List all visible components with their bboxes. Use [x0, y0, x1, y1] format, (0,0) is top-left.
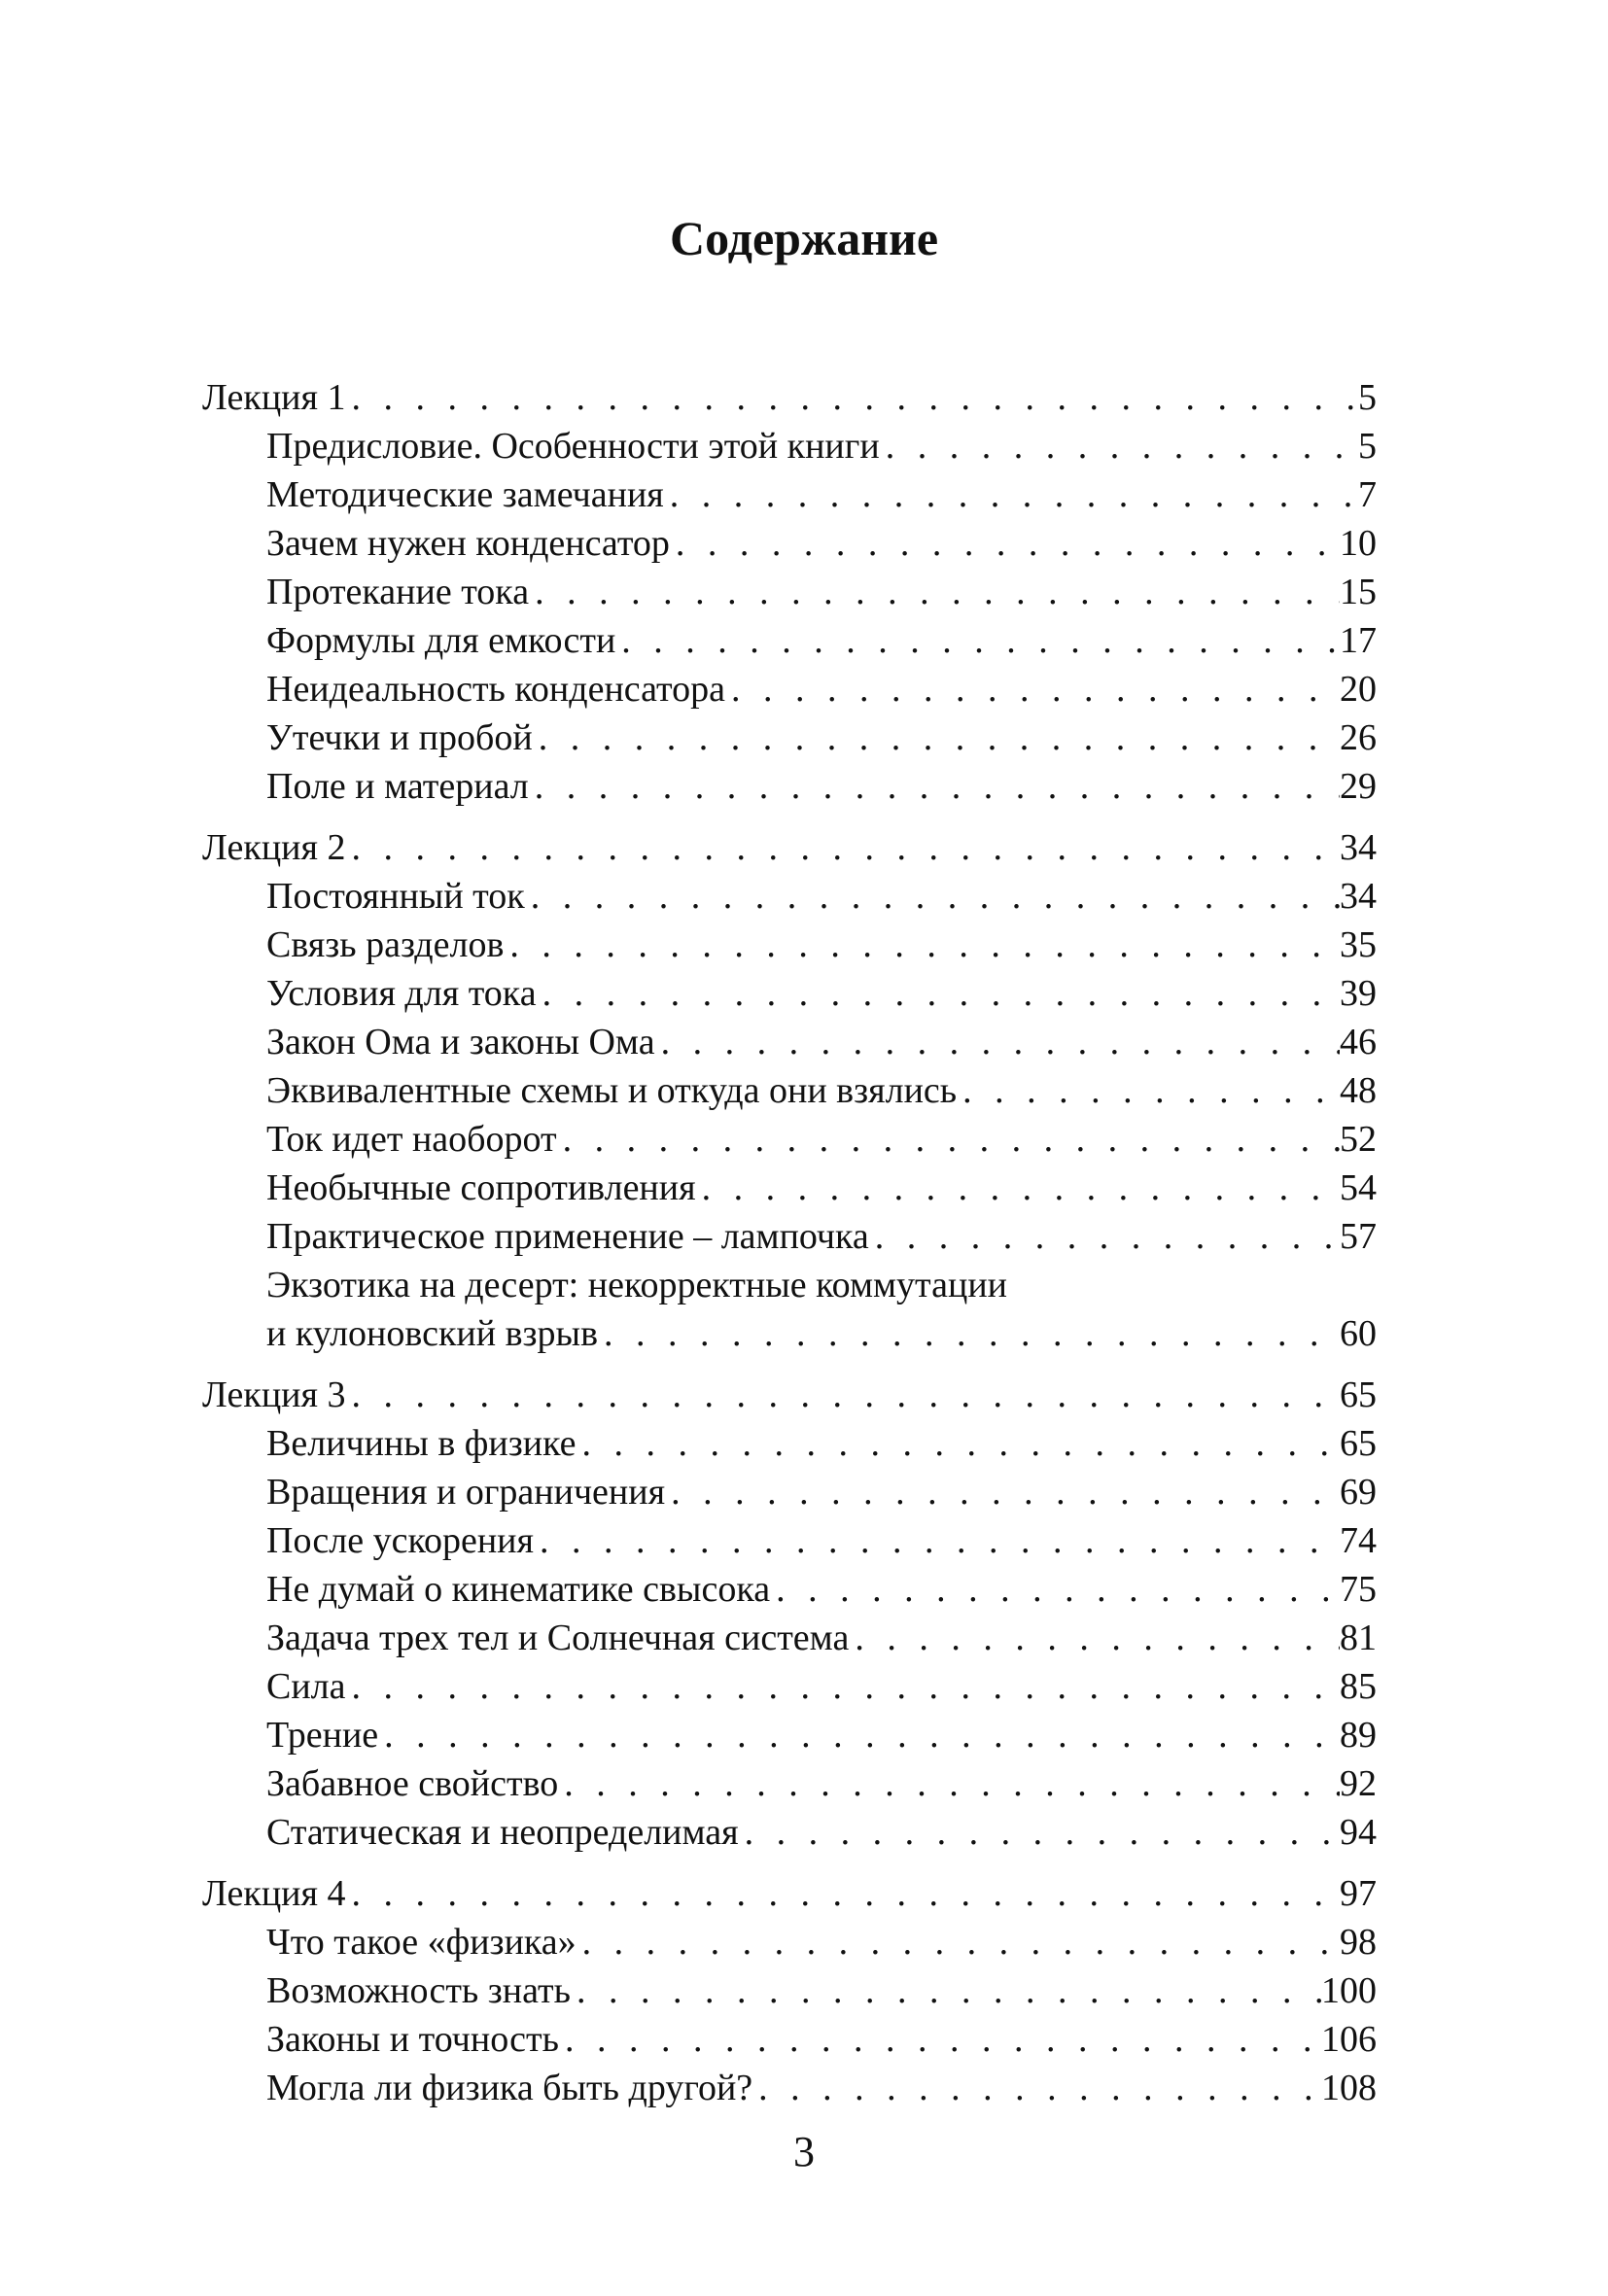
- toc-entry-page: 17: [1340, 620, 1377, 661]
- page-number: 3: [793, 2128, 815, 2175]
- toc-entry-page: 108: [1321, 2068, 1377, 2108]
- toc-entry-label: Сила: [266, 1666, 346, 1707]
- toc-section-entry: [266, 1072, 1377, 1109]
- toc-entry-page: 100: [1321, 1970, 1377, 2011]
- dot-leader: [571, 1972, 1321, 2009]
- toc-entry-page: 20: [1340, 669, 1377, 710]
- toc-entry-label: Могла ли физика быть другой?: [266, 2068, 753, 2108]
- toc-entry-label: Лекция 3: [202, 1374, 346, 1415]
- toc-entry-label: Величины в физике: [266, 1423, 577, 1464]
- toc-section-entry: [266, 1668, 1377, 1705]
- toc-section-entry: [266, 574, 1377, 610]
- toc-section-entry: [266, 476, 1377, 513]
- dot-leader: [770, 1571, 1340, 1608]
- toc-entry-page: 34: [1340, 876, 1377, 917]
- dot-leader: [615, 622, 1340, 659]
- toc-entry-page: 34: [1340, 827, 1377, 868]
- dot-leader: [725, 671, 1340, 708]
- toc-entry-page: 94: [1340, 1812, 1377, 1853]
- dot-leader: [869, 1218, 1340, 1255]
- toc-entry-label: Предисловие. Особенности этой книги: [266, 426, 880, 467]
- toc-entry-label: Задача трех тел и Солнечная система: [266, 1618, 850, 1658]
- toc-entry-page: 5: [1358, 377, 1377, 418]
- dot-leader: [504, 926, 1340, 963]
- toc-section-entry: [266, 1425, 1377, 1462]
- toc-entry-page: 39: [1340, 973, 1377, 1014]
- dot-leader: [378, 1717, 1340, 1754]
- toc-entry-label: Лекция 1: [202, 377, 346, 418]
- toc-section-entry: [266, 1522, 1377, 1559]
- toc-entry-page: 74: [1340, 1520, 1377, 1561]
- toc-entry-label: Законы и точность: [266, 2019, 559, 2060]
- toc-entry-page: 54: [1340, 1167, 1377, 1208]
- dot-leader: [346, 1376, 1341, 1413]
- toc-entry-label: Трение: [266, 1715, 379, 1756]
- toc-entry-page: 75: [1340, 1569, 1377, 1610]
- toc-entry-label: Эквивалентные схемы и откуда они взялись: [266, 1070, 958, 1111]
- toc-section-entry: [266, 1717, 1377, 1754]
- toc-entry-page: 106: [1321, 2019, 1377, 2060]
- toc-section-entry: [266, 622, 1377, 659]
- dot-leader: [598, 1315, 1340, 1352]
- toc-section-entry: [266, 2021, 1377, 2058]
- dot-leader: [346, 829, 1341, 866]
- toc-section-entry: [266, 1315, 1377, 1352]
- toc-section-entry: [266, 768, 1377, 805]
- dot-leader: [537, 975, 1340, 1012]
- toc-entry-label: Статическая и неопределимая: [266, 1812, 739, 1853]
- dot-leader: [739, 1814, 1340, 1851]
- toc-section-entry: [266, 1765, 1377, 1802]
- toc-section-entry: [266, 1972, 1377, 2009]
- toc-entry-page: 65: [1340, 1374, 1377, 1415]
- dot-leader: [558, 1765, 1340, 1802]
- toc-entry-page: 46: [1340, 1022, 1377, 1062]
- toc-entry-label: Практическое применение – лампочка: [266, 1216, 869, 1257]
- dot-leader: [525, 878, 1340, 915]
- toc-entry-label: Условия для тока: [266, 973, 537, 1014]
- toc-entry-page: 65: [1340, 1423, 1377, 1464]
- toc-section-entry: [266, 926, 1377, 963]
- toc-entry-label: Поле и материал: [266, 766, 529, 807]
- toc-entry-page: 48: [1340, 1070, 1377, 1111]
- dot-leader: [346, 379, 1359, 416]
- toc-section-entry: [266, 719, 1377, 756]
- dot-leader: [534, 1522, 1340, 1559]
- toc-entry-page: 10: [1340, 523, 1377, 564]
- dot-leader: [664, 476, 1358, 513]
- toc-entry-page: 92: [1340, 1763, 1377, 1804]
- toc-entry-page: 89: [1340, 1715, 1377, 1756]
- toc-lecture-entry: [202, 1875, 1377, 1912]
- dot-leader: [849, 1619, 1340, 1656]
- toc-section-entry: [266, 975, 1377, 1012]
- toc-entry-page: 85: [1340, 1666, 1377, 1707]
- toc-entry-page: 5: [1358, 426, 1377, 467]
- dot-leader: [346, 1875, 1341, 1912]
- dot-leader: [576, 1425, 1340, 1462]
- toc-entry-label: Возможность знать: [266, 1970, 571, 2011]
- toc-entry-label: Утечки и пробой: [266, 717, 533, 758]
- toc-section-entry: [266, 1814, 1377, 1851]
- toc-section-entry: [266, 1121, 1377, 1158]
- toc-entry-label: После ускорения: [266, 1520, 534, 1561]
- toc-entry-label: Протекание тока: [266, 572, 530, 612]
- toc-section-entry: [266, 428, 1377, 465]
- toc-entry-page: 97: [1340, 1873, 1377, 1914]
- toc-section-entry: [266, 525, 1377, 562]
- toc-entry-page: 15: [1340, 572, 1377, 612]
- toc-entry-label: Что такое «физика»: [266, 1922, 577, 1963]
- dot-leader: [559, 2021, 1321, 2058]
- toc-entry-page: 69: [1340, 1472, 1377, 1513]
- dot-leader: [655, 1024, 1340, 1061]
- toc-entry-page: 35: [1340, 924, 1377, 965]
- toc-section-entry: [266, 671, 1377, 708]
- toc-section-entry: [266, 1169, 1377, 1206]
- toc-entry-label: Связь разделов: [266, 924, 505, 965]
- toc-lecture-entry: [202, 379, 1377, 416]
- toc-entry-page: 57: [1340, 1216, 1377, 1257]
- toc-entry-page: 52: [1340, 1119, 1377, 1160]
- dot-leader: [880, 428, 1358, 465]
- dot-leader: [533, 719, 1340, 756]
- dot-leader: [529, 574, 1340, 610]
- toc-entry-page: 26: [1340, 717, 1377, 758]
- toc-section-entry: [266, 1474, 1377, 1511]
- dot-leader: [665, 1474, 1340, 1511]
- toc-entry-label: Забавное свойство: [266, 1763, 559, 1804]
- toc-entry-label: Ток идет наоборот: [266, 1119, 557, 1160]
- dot-leader: [346, 1668, 1340, 1705]
- toc-entry-label: Необычные сопротивления: [266, 1167, 696, 1208]
- toc-entry-label: Неидеальность конденсатора: [266, 669, 725, 710]
- toc-section-entry: [266, 1619, 1377, 1656]
- toc-entry-label: Лекция 4: [202, 1873, 346, 1914]
- toc-entry-label: и кулоновский взрыв: [266, 1313, 599, 1354]
- toc-entry-label: Не думай о кинематике свысока: [266, 1569, 771, 1610]
- toc-lecture-entry: [202, 1376, 1377, 1413]
- toc-lecture-entry: [202, 829, 1377, 866]
- toc-section-entry: [266, 1024, 1377, 1061]
- toc-section-entry: [266, 1571, 1377, 1608]
- dot-leader: [957, 1072, 1340, 1109]
- toc-entry-label: Зачем нужен конденсатор: [266, 523, 670, 564]
- toc-entry-first-line: Экзотика на десерт: некорректные коммутации: [266, 1265, 1007, 1305]
- dot-leader: [670, 525, 1340, 562]
- toc-entry-page: 7: [1358, 474, 1377, 515]
- toc-entry-page: 81: [1340, 1618, 1377, 1658]
- toc-section-entry: [266, 1924, 1377, 1961]
- toc-entry-page: 98: [1340, 1922, 1377, 1963]
- toc-entry-page: 29: [1340, 766, 1377, 807]
- toc-entry-label: Постоянный ток: [266, 876, 525, 917]
- toc-entry-page: 60: [1340, 1313, 1377, 1354]
- toc-entry-label: Методические замечания: [266, 474, 664, 515]
- page-title: Содержание: [669, 211, 939, 265]
- dot-leader: [696, 1169, 1340, 1206]
- toc-section-entry: [266, 1218, 1377, 1255]
- dot-leader: [752, 2070, 1321, 2106]
- dot-leader: [529, 768, 1340, 805]
- dot-leader: [557, 1121, 1340, 1158]
- toc-section-entry: [266, 878, 1377, 915]
- toc-entry-label: Вращения и ограничения: [266, 1472, 666, 1513]
- dot-leader: [577, 1924, 1340, 1961]
- toc-entry-label: Лекция 2: [202, 827, 346, 868]
- toc-entry-label: Формулы для емкости: [266, 620, 616, 661]
- toc-entry-label: Закон Ома и законы Ома: [266, 1022, 655, 1062]
- toc-section-entry: [266, 2070, 1377, 2106]
